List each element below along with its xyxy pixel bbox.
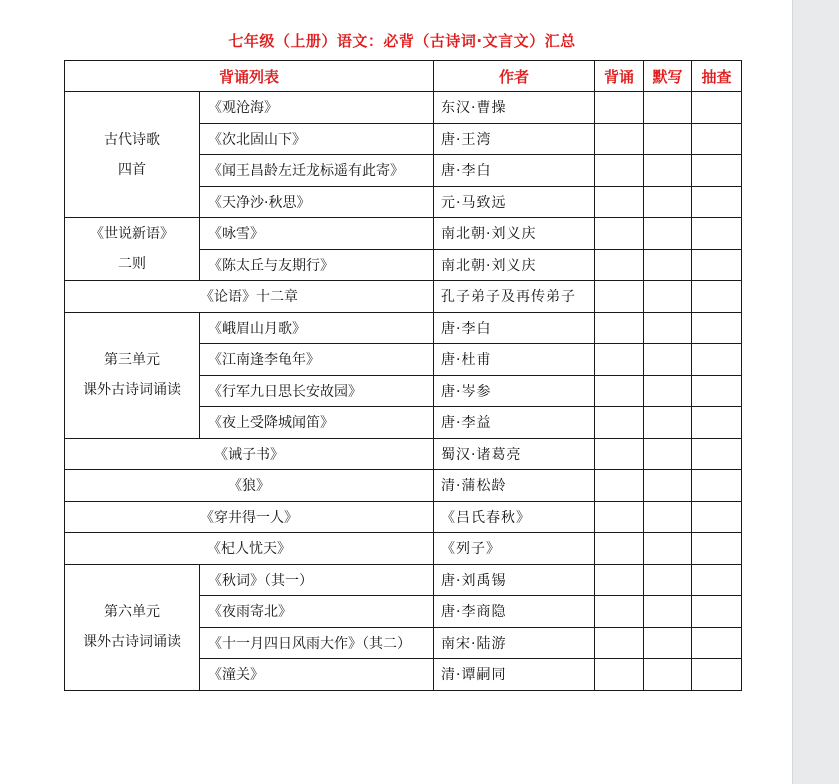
dictation-check-cell[interactable] [644,218,692,250]
recite-check-cell[interactable] [595,312,644,344]
group-label: 《世说新语》 [90,226,174,242]
dictation-check-cell[interactable] [644,407,692,439]
work-author: 清·谭嗣同 [434,659,595,691]
table-row [65,438,742,470]
work-title: 《夜上受降城闻笛》 [200,407,434,439]
spot-check-cell[interactable] [692,501,742,533]
header-recite: 背诵 [595,61,644,92]
spot-check-cell[interactable] [692,596,742,628]
work-author: 元·马致远 [434,186,595,218]
work-author: 唐·李商隐 [434,596,595,628]
dictation-check-cell[interactable] [644,375,692,407]
table-row [65,501,742,533]
work-title: 《陈太丘与友期行》 [200,249,434,281]
work-title: 《行军九日思长安故园》 [200,375,434,407]
recite-check-cell[interactable] [595,501,644,533]
spot-check-cell[interactable] [692,186,742,218]
dictation-check-cell[interactable] [644,564,692,596]
recite-check-cell[interactable] [595,438,644,470]
work-title: 《次北固山下》 [200,123,434,155]
dictation-check-cell[interactable] [644,249,692,281]
table-row [65,281,742,313]
work-title: 《杞人忧天》 [65,533,434,565]
work-title: 《闻王昌龄左迁龙标遥有此寄》 [200,155,434,187]
work-title: 《诫子书》 [65,438,434,470]
work-author: 唐·岑参 [434,375,595,407]
recite-check-cell[interactable] [595,627,644,659]
recite-check-cell[interactable] [595,596,644,628]
group-label: 古代诗歌 [104,131,160,148]
dictation-check-cell[interactable] [644,533,692,565]
group-label: 第六单元 [104,604,160,620]
work-author: 南北朝·刘义庆 [434,218,595,250]
dictation-check-cell[interactable] [644,344,692,376]
header-author: 作者 [434,61,595,92]
spot-check-cell[interactable] [692,627,742,659]
viewer-gutter [792,0,839,784]
recite-check-cell[interactable] [595,407,644,439]
recite-check-cell[interactable] [595,344,644,376]
table-row [65,470,742,502]
recite-check-cell[interactable] [595,564,644,596]
document-title: 七年级（上册）语文：必背（古诗词·文言文）汇总 [228,32,576,50]
work-author: 唐·李白 [434,155,595,187]
group-label: 二则 [118,256,146,272]
header-list: 背诵列表 [65,61,434,92]
recite-check-cell[interactable] [595,186,644,218]
spot-check-cell[interactable] [692,533,742,565]
work-author: 《吕氏春秋》 [434,501,595,533]
dictation-check-cell[interactable] [644,501,692,533]
spot-check-cell[interactable] [692,470,742,502]
spot-check-cell[interactable] [692,92,742,124]
header-dictation: 默写 [644,61,692,92]
spot-check-cell[interactable] [692,123,742,155]
work-title: 《秋词》（其一） [200,564,434,596]
recite-check-cell[interactable] [595,155,644,187]
recitation-table [64,60,742,691]
work-author: 南北朝·刘义庆 [434,249,595,281]
group-label: 课外古诗词诵读 [83,382,181,398]
recite-check-cell[interactable] [595,281,644,313]
work-title: 《狼》 [65,470,434,502]
group-cell [65,92,200,218]
recite-check-cell[interactable] [595,375,644,407]
work-title: 《十一月四日风雨大作》（其二） [200,627,434,659]
dictation-check-cell[interactable] [644,312,692,344]
work-author: 唐·杜甫 [434,344,595,376]
table-row [65,312,742,344]
spot-check-cell[interactable] [692,155,742,187]
table-header-row [65,61,742,92]
dictation-check-cell[interactable] [644,155,692,187]
work-author: 南宋·陆游 [434,627,595,659]
dictation-check-cell[interactable] [644,123,692,155]
spot-check-cell[interactable] [692,659,742,691]
table-row [65,218,742,250]
dictation-check-cell[interactable] [644,627,692,659]
spot-check-cell[interactable] [692,218,742,250]
work-title: 《观沧海》 [200,92,434,124]
dictation-check-cell[interactable] [644,186,692,218]
group-label: 第三单元 [104,352,160,368]
work-author: 唐·李白 [434,312,595,344]
work-author: 唐·李益 [434,407,595,439]
dictation-check-cell[interactable] [644,596,692,628]
spot-check-cell[interactable] [692,249,742,281]
spot-check-cell[interactable] [692,281,742,313]
spot-check-cell[interactable] [692,312,742,344]
spot-check-cell[interactable] [692,564,742,596]
group-label: 课外古诗词诵读 [83,634,181,650]
work-author: 唐·王湾 [434,123,595,155]
work-title: 《论语》十二章 [65,281,434,313]
work-title: 《江南逢李龟年》 [200,344,434,376]
work-author: 唐·刘禹锡 [434,564,595,596]
work-title: 《潼关》 [200,659,434,691]
recite-check-cell[interactable] [595,123,644,155]
work-title: 《峨眉山月歌》 [200,312,434,344]
table-row [65,564,742,596]
recite-check-cell[interactable] [595,249,644,281]
dictation-check-cell[interactable] [644,470,692,502]
spot-check-cell[interactable] [692,375,742,407]
recite-check-cell[interactable] [595,659,644,691]
group-cell [65,564,200,690]
recite-check-cell[interactable] [595,470,644,502]
recite-check-cell[interactable] [595,92,644,124]
group-cell [65,218,200,281]
table-row [65,533,742,565]
spot-check-cell[interactable] [692,438,742,470]
header-check: 抽查 [692,61,742,92]
work-title: 《夜雨寄北》 [200,596,434,628]
work-author: 东汉·曹操 [434,92,595,124]
dictation-check-cell[interactable] [644,281,692,313]
spot-check-cell[interactable] [692,344,742,376]
recite-check-cell[interactable] [595,218,644,250]
dictation-check-cell[interactable] [644,438,692,470]
spot-check-cell[interactable] [692,407,742,439]
table-row [65,92,742,124]
work-author: 清·蒲松龄 [434,470,595,502]
group-label: 四首 [118,161,146,178]
dictation-check-cell[interactable] [644,659,692,691]
work-title: 《穿井得一人》 [65,501,434,533]
work-title: 《咏雪》 [200,218,434,250]
work-author: 孔子弟子及再传弟子 [434,281,595,313]
dictation-check-cell[interactable] [644,92,692,124]
recite-check-cell[interactable] [595,533,644,565]
group-cell [65,312,200,438]
work-author: 蜀汉·诸葛亮 [434,438,595,470]
work-title: 《天净沙·秋思》 [200,186,434,218]
work-author: 《列子》 [434,533,595,565]
